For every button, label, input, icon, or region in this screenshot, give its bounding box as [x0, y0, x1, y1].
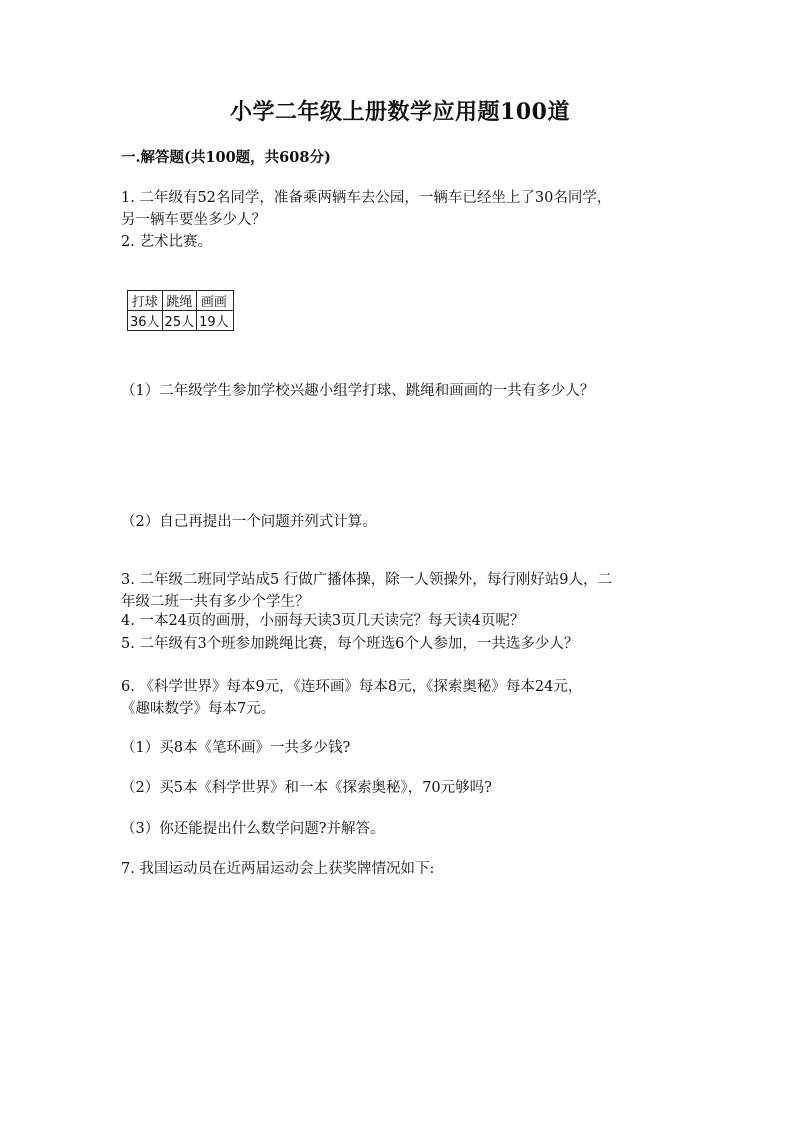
- table-cell: 25人: [162, 311, 197, 331]
- question-4: 4. 一本24页的画册，小丽每天读3页几天读完？每天读4页呢？: [121, 613, 525, 629]
- table-cell: 36人: [128, 311, 163, 331]
- page-title: 小学二年级上册数学应用题100道: [230, 99, 570, 125]
- table-cell: 19人: [197, 311, 234, 331]
- table-header-cell: 跳绳: [162, 291, 197, 311]
- question-1-line-2: 另一辆车要坐多少人？: [121, 212, 266, 228]
- art-competition-table: [127, 290, 234, 331]
- section-heading: 一.解答题(共100题，共608分): [121, 149, 331, 166]
- question-2-sub-1: （1）二年级学生参加学校兴趣小组学打球、跳绳和画画的一共有多少人？: [121, 383, 595, 399]
- question-2-sub-2: （2）自己再提出一个问题并列式计算。: [121, 514, 377, 530]
- question-7: 7. 我国运动员在近两届运动会上获奖牌情况如下:: [121, 861, 435, 877]
- table-header-cell: 打球: [128, 291, 163, 311]
- table-header-cell: 画画: [197, 291, 234, 311]
- question-6-line-2: 《趣味数学》每本7元。: [121, 701, 276, 717]
- question-6-sub-3: （3）你还能提出什么数学问题?并解答。: [121, 821, 385, 837]
- table-row: [128, 311, 234, 331]
- table-header-row: [128, 291, 234, 311]
- question-6-sub-2: （2）买5本《科学世界》和一本《探索奥秘》，70元够吗?: [121, 780, 492, 796]
- question-3-line-2: 年级二班一共有多少个学生？: [121, 594, 310, 610]
- question-1-line-1: 1. 二年级有52名同学，准备乘两辆车去公园，一辆车已经坐上了30名同学，: [121, 190, 612, 206]
- question-5: 5. 二年级有3个班参加跳绳比赛，每个班选6个人参加，一共选多少人？: [121, 636, 579, 652]
- question-3-line-1: 3. 二年级二班同学站成5 行做广播体操，除一人领操外，每行刚好站9人，二: [121, 572, 613, 588]
- question-6-sub-1: （1）买8本《笔环画》一共多少钱?: [121, 740, 351, 756]
- question-2-label: 2. 艺术比赛。: [121, 234, 212, 250]
- question-6-line-1: 6. 《科学世界》每本9元，《连环画》每本8元，《探索奥秘》每本24元，: [121, 679, 583, 695]
